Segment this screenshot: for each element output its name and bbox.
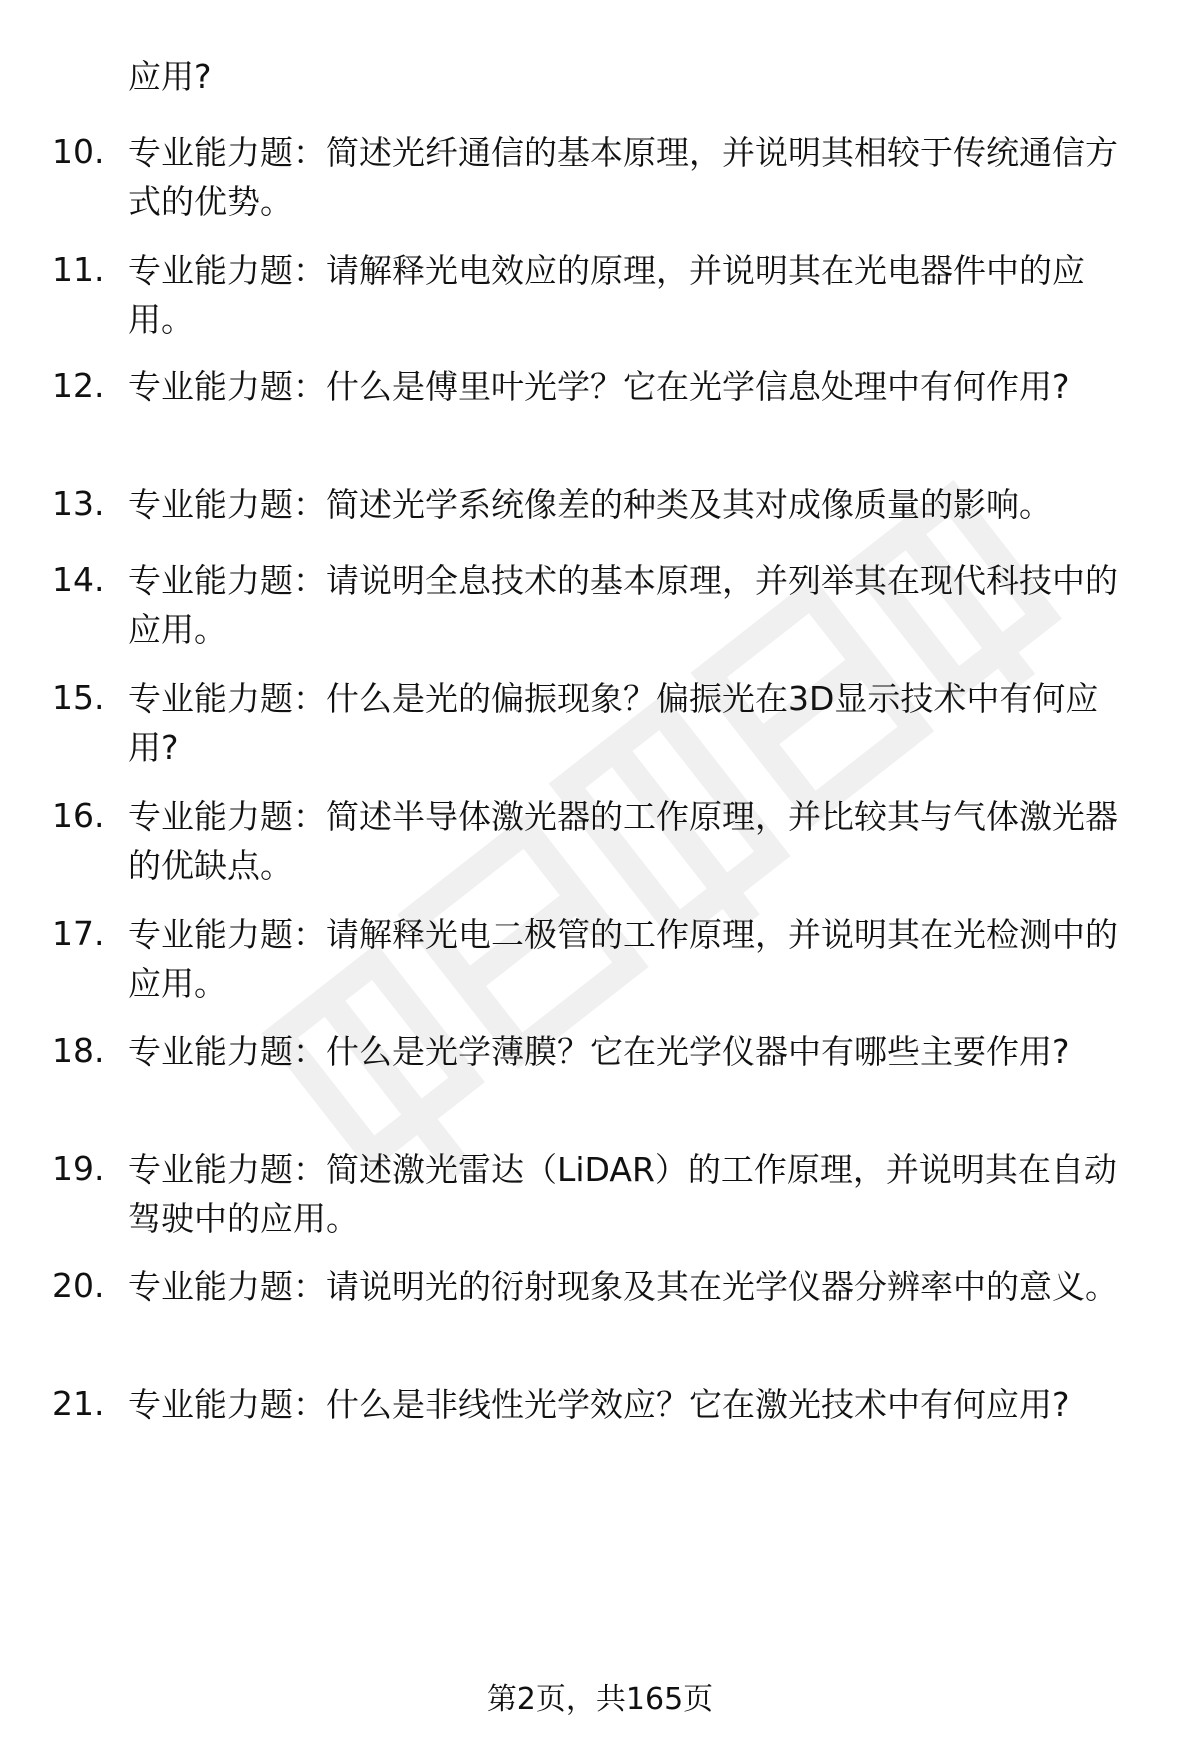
question-text: 专业能力题：简述光纤通信的基本原理，并说明其相较于传统通信方式的优势。 <box>128 133 1118 221</box>
question-number: 19. <box>52 1149 105 1188</box>
question-text: 专业能力题：简述半导体激光器的工作原理，并比较其与气体激光器的优缺点。 <box>128 797 1118 885</box>
question-number: 13. <box>52 484 105 523</box>
question-number: 12. <box>52 366 105 405</box>
question-text: 专业能力题：请解释光电效应的原理，并说明其在光电器件中的应用。 <box>128 251 1085 339</box>
question-number: 18. <box>52 1031 105 1070</box>
question-number: 10. <box>52 132 105 171</box>
question-number: 17. <box>52 914 105 953</box>
question-text: 专业能力题：请说明光的衍射现象及其在光学仪器分辨率中的意义。 <box>128 1267 1118 1306</box>
question-text: 专业能力题：请解释光电二极管的工作原理，并说明其在光检测中的应用。 <box>128 915 1118 1003</box>
question-number: 21. <box>52 1384 105 1423</box>
question-number: 20. <box>52 1266 105 1305</box>
question-text: 专业能力题：请说明全息技术的基本原理，并列举其在现代科技中的应用。 <box>128 561 1118 649</box>
question-number: 14. <box>52 560 105 599</box>
question-text: 专业能力题：什么是傅里叶光学？它在光学信息处理中有何作用? <box>128 367 1070 406</box>
page-footer: 第2页，共165页 <box>486 1682 714 1717</box>
question-number: 15. <box>52 678 105 717</box>
question-text: 专业能力题：什么是非线性光学效应？它在激光技术中有何应用? <box>128 1385 1070 1424</box>
question-text: 应用? <box>128 57 212 96</box>
question-text: 专业能力题：简述激光雷达（LiDAR）的工作原理，并说明其在自动驾驶中的应用。 <box>128 1150 1117 1238</box>
question-text: 专业能力题：什么是光学薄膜？它在光学仪器中有哪些主要作用? <box>128 1032 1070 1071</box>
question-number: 16. <box>52 796 105 835</box>
question-text: 专业能力题：简述光学系统像差的种类及其对成像质量的影响。 <box>128 485 1052 524</box>
question-number: 11. <box>52 250 105 289</box>
question-text: 专业能力题：什么是光的偏振现象？偏振光在3D显示技术中有何应用? <box>128 679 1099 767</box>
